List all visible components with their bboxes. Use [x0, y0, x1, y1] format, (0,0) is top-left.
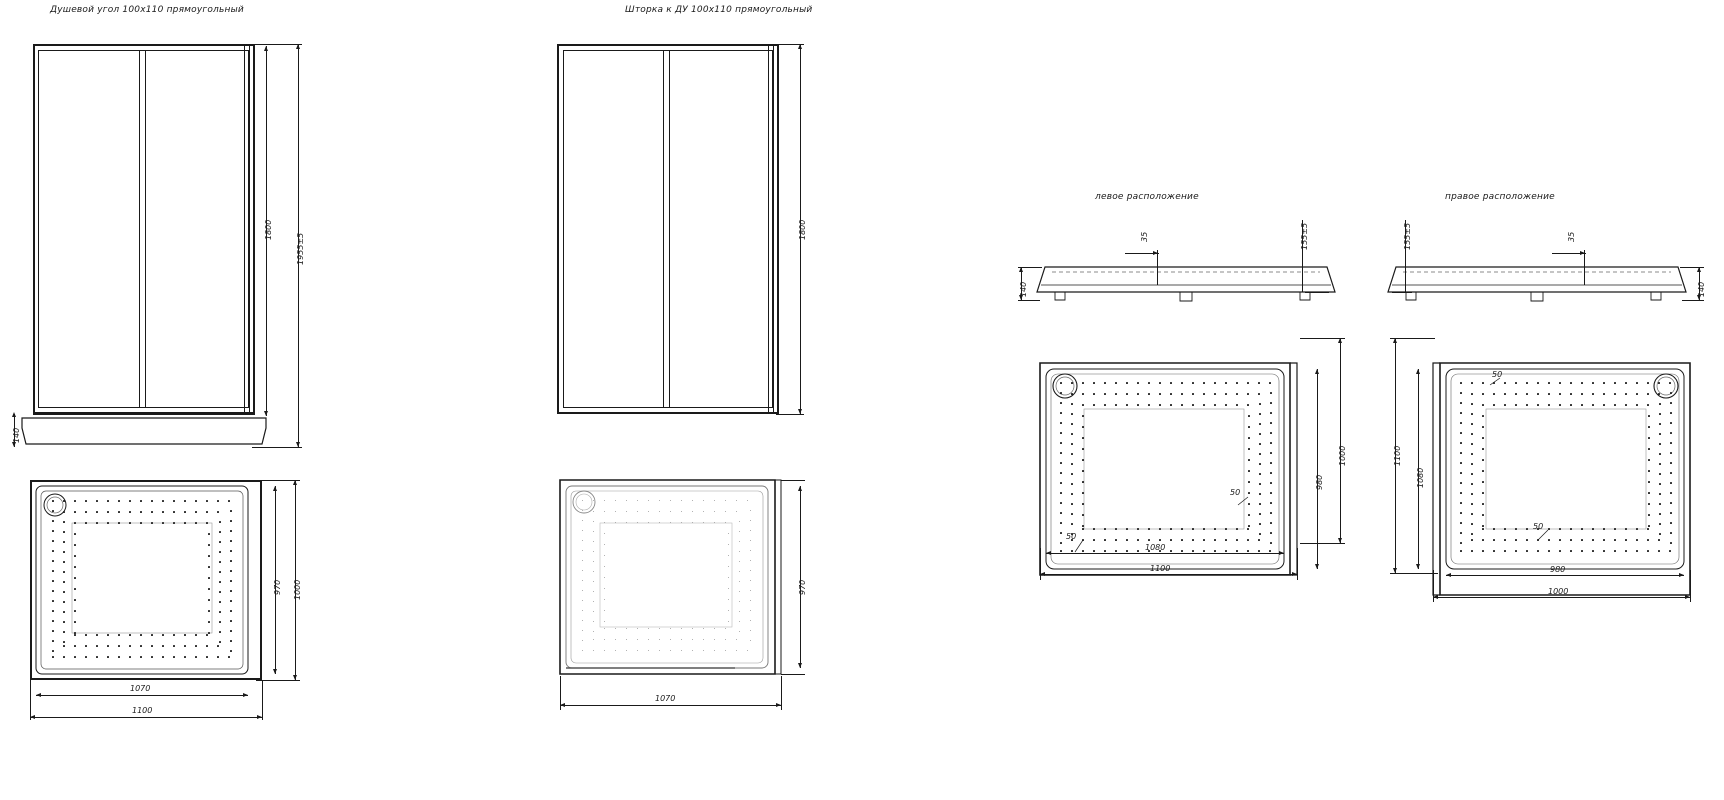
curtain-plan-dim-1070-label: 1070 [655, 694, 676, 703]
cabin-plan-dim-970-label: 970 [273, 579, 282, 595]
tray-left-dim980-label: 980 [1315, 474, 1324, 490]
tray-left-sec-dim140-label: 140 [1019, 281, 1028, 297]
tray-right-dim1000-label: 1000 [1548, 587, 1569, 596]
cabin-dim-140-label: 140 [12, 427, 21, 443]
tray-right-dim980-line [1446, 575, 1684, 576]
tray-right-dim50-b: 50 [1492, 370, 1503, 379]
tray-right-ext-a [1390, 338, 1435, 339]
cabin-plan-dim-1100-label: 1100 [132, 706, 153, 715]
curtain-plan-dim-970-label: 970 [798, 579, 807, 595]
curtain-dim-1800-label: 1800 [798, 219, 807, 240]
tray-right-dim1080-label: 1080 [1416, 467, 1425, 488]
tray-left-sec-dim155-label: 155±5 [1300, 222, 1309, 250]
tray-right-dim1080-a2 [1416, 564, 1420, 569]
tray-left-dim1100-label: 1100 [1150, 564, 1171, 573]
tray-right-dim1100-label: 1100 [1393, 445, 1402, 466]
cabin-front-title: Душевой угол 100х110 прямоугольный [50, 5, 244, 15]
tray-right-dim980-a1 [1446, 573, 1451, 577]
tray-right-sec-dim140-label: 140 [1697, 281, 1706, 297]
tray-left-dim50-b: 50 [1230, 488, 1241, 497]
tray-right-dim1000-line [1433, 597, 1690, 598]
tray-right-title: правое расположение [1445, 192, 1555, 202]
cabin-dim-1800-label: 1800 [264, 219, 273, 240]
tray-right-vext-l [1433, 570, 1434, 602]
tray-left-dim50-a: 50 [1066, 532, 1077, 541]
cabin-plan-dim-1000-label: 1000 [293, 579, 302, 600]
tray-left-dim1000-label: 1000 [1338, 445, 1347, 466]
tray-right-dim50-a: 50 [1533, 522, 1544, 531]
tray-right-ext-b [1390, 573, 1438, 574]
tray-left-title: левое расположение [1095, 192, 1199, 202]
cabin-plan-dim-1070-label: 1070 [130, 684, 151, 693]
tray-right-dim980-a2 [1679, 573, 1684, 577]
tray-right-dim1080-a1 [1416, 369, 1420, 374]
tray-right-sec-dim155-label: 155±5 [1403, 222, 1412, 250]
curtain-front-title: Шторка к ДУ 100х110 прямоугольный [625, 5, 813, 15]
tray-right-sec-dim35-label: 35 [1567, 231, 1576, 242]
tray-left-sec-dim35-label: 35 [1140, 231, 1149, 242]
tray-right-dim980-label: 980 [1550, 565, 1566, 574]
tray-right-vext-r [1690, 570, 1691, 602]
tray-left-dim1080-label: 1080 [1145, 543, 1166, 552]
cabin-dim-1955-label: 1955±5 [296, 232, 305, 265]
